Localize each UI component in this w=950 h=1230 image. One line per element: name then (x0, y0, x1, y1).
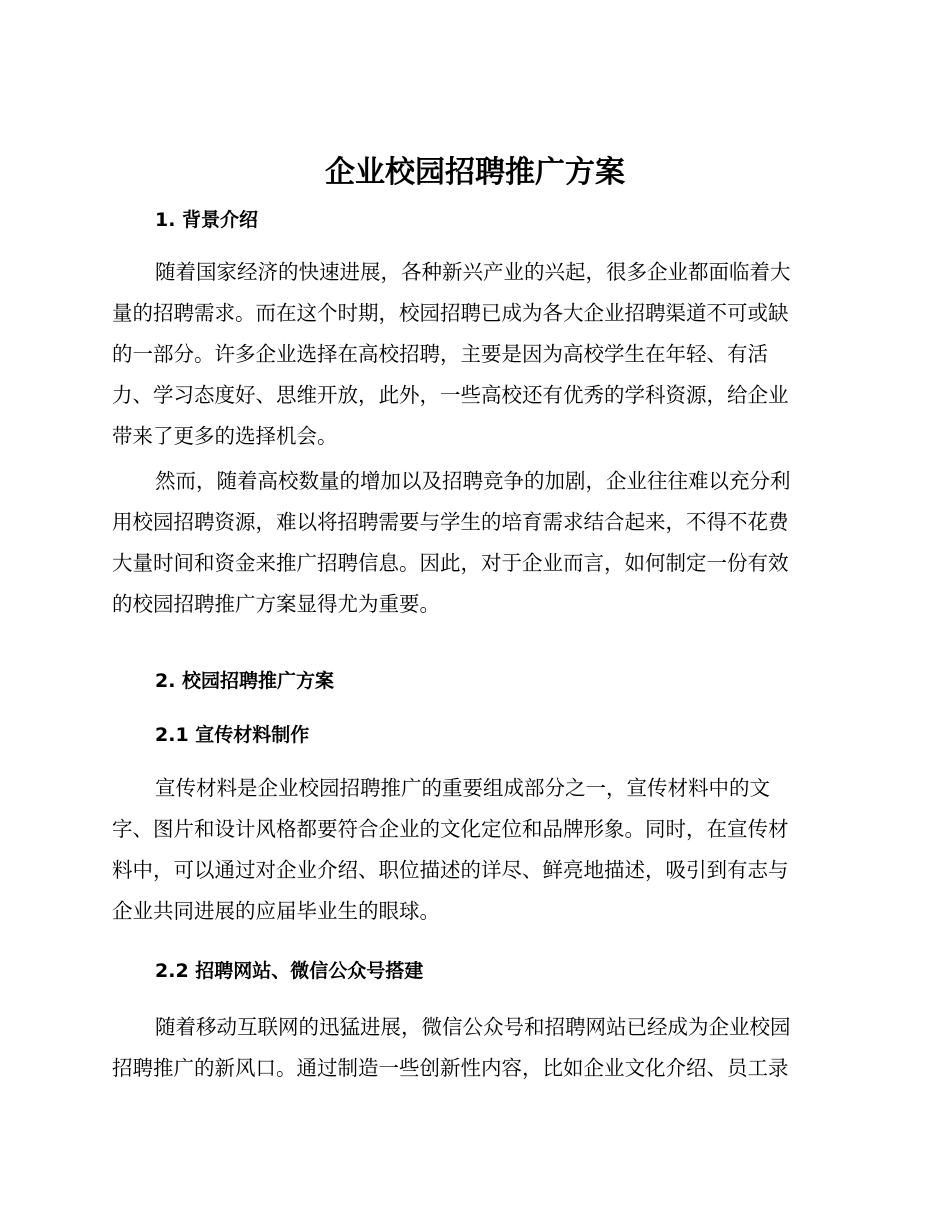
paragraph-line: 料中，可以通过对企业介绍、职位描述的详尽、鲜亮地描述，吸引到有志与 (112, 858, 789, 882)
paragraph-line: 带来了更多的选择机会。 (112, 424, 338, 448)
section-heading-campus-plan: 2. 校园招聘推广方案 (155, 670, 335, 692)
paragraph-line: 字、图片和设计风格都要符合企业的文化定位和品牌形象。同时，在宣传材 (112, 817, 789, 841)
paragraph-line: 然而，随着高校数量的增加以及招聘竞争的加剧，企业往往难以充分利 (155, 469, 791, 493)
paragraph-line: 招聘推广的新风口。通过制造一些创新性内容，比如企业文化介绍、员工录 (112, 1056, 789, 1080)
paragraph-line: 量的招聘需求。而在这个时期，校园招聘已成为各大企业招聘渠道不可或缺 (112, 301, 789, 325)
paragraph-background-1 (112, 252, 834, 457)
paragraph-line: 宣传材料是企业校园招聘推广的重要组成部分之一，宣传材料中的文 (155, 776, 770, 800)
paragraph-line: 随着国家经济的快速进展，各种新兴产业的兴起，很多企业都面临着大 (155, 260, 791, 284)
paragraph-line: 随着移动互联网的迅猛进展，微信公众号和招聘网站已经成为企业校园 (155, 1015, 791, 1039)
paragraph-materials (112, 768, 834, 932)
subsection-heading-materials: 2.1 宣传材料制作 (155, 724, 310, 746)
subsection-heading-website-wechat: 2.2 招聘网站、微信公众号搭建 (155, 960, 424, 982)
document-title: 企业校园招聘推广方案 (325, 155, 625, 190)
paragraph-website-wechat (112, 1007, 834, 1089)
paragraph-line: 的校园招聘推广方案显得尤为重要。 (112, 592, 440, 616)
section-heading-background: 1. 背景介绍 (155, 209, 259, 231)
paragraph-background-2 (112, 461, 834, 625)
paragraph-line: 大量时间和资金来推广招聘信息。因此，对于企业而言，如何制定一份有效 (112, 551, 789, 575)
paragraph-line: 企业共同进展的应届毕业生的眼球。 (112, 899, 440, 923)
paragraph-line: 用校园招聘资源，难以将招聘需要与学生的培育需求结合起来，不得不花费 (112, 510, 789, 534)
paragraph-line: 力、学习态度好、思维开放，此外，一些高校还有优秀的学科资源，给企业 (112, 383, 789, 407)
paragraph-line: 的一部分。许多企业选择在高校招聘，主要是因为高校学生在年轻、有活 (112, 342, 768, 366)
